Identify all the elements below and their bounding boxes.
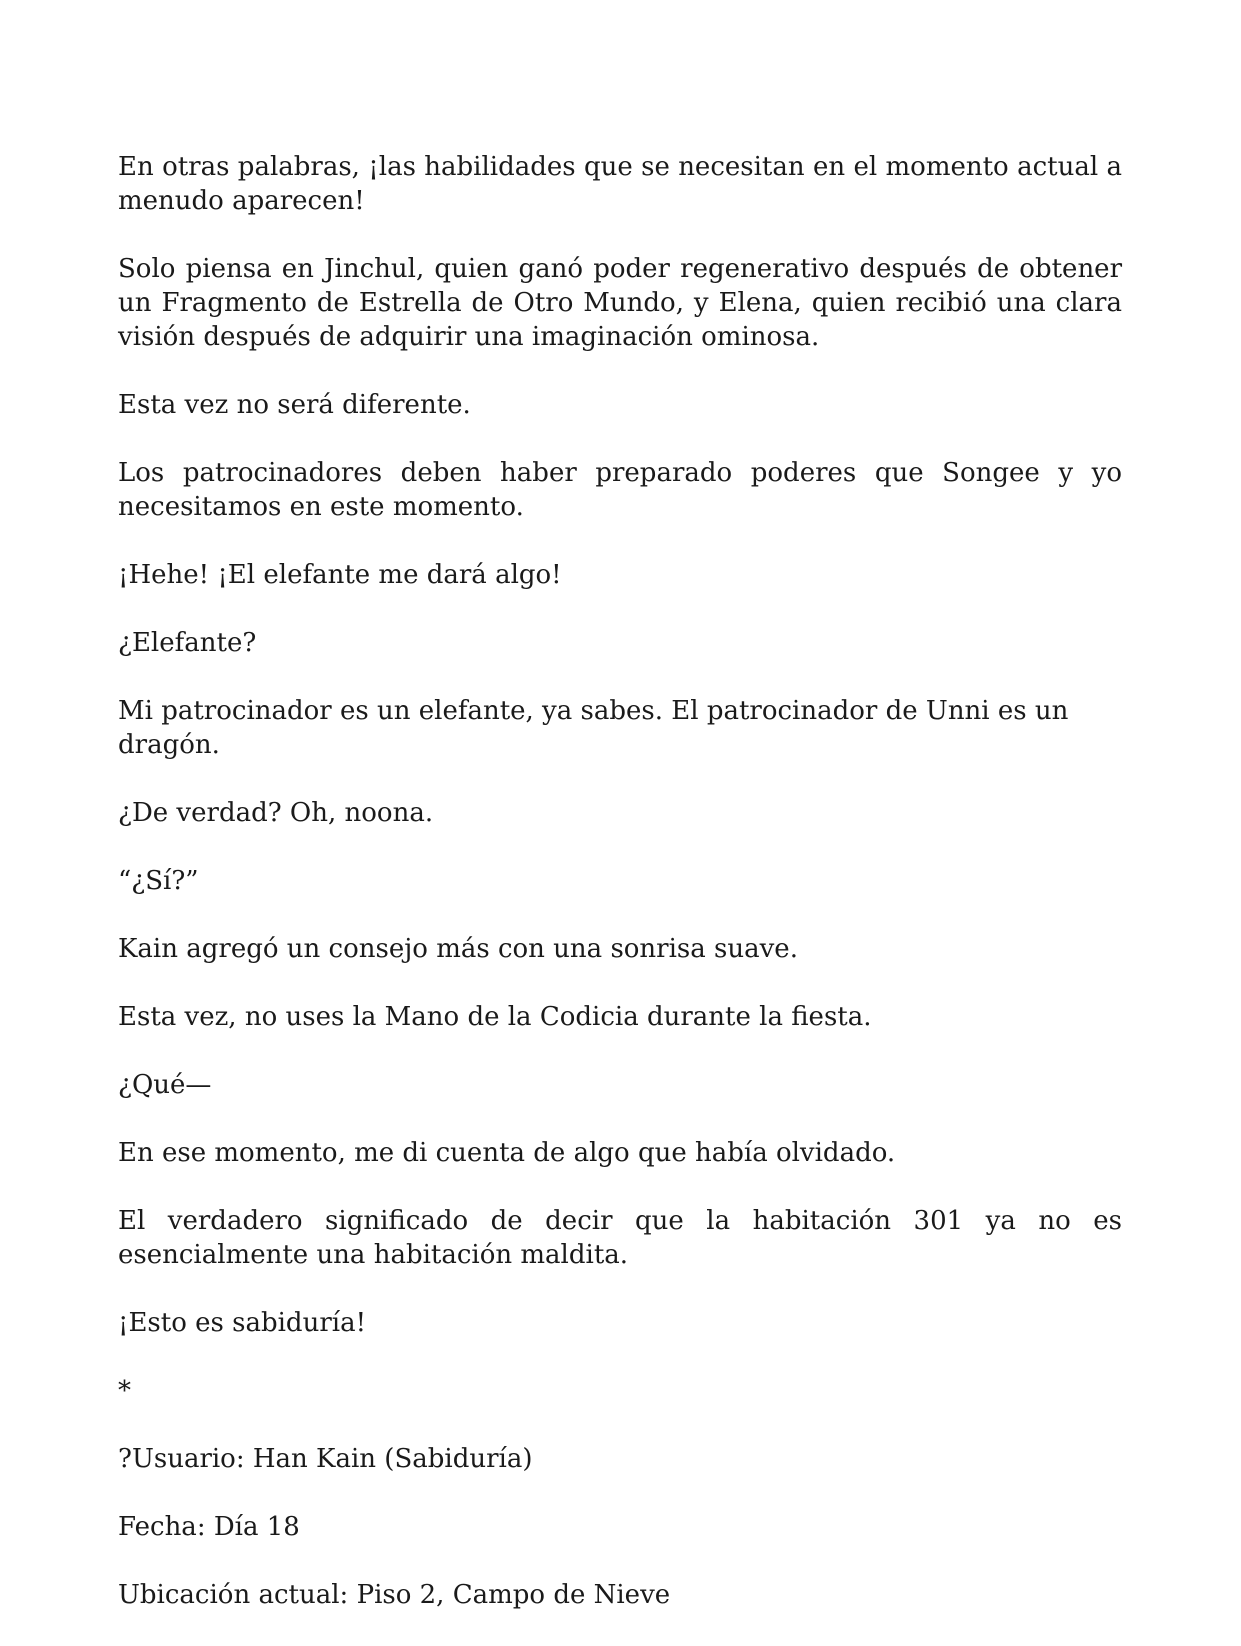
paragraph: ¿De verdad? Oh, noona. [118,798,434,828]
paragraph: Solo piensa en Jinchul, quien ganó poder regenerativo después de obtener un Fragmento de Estrella de Otro Mundo, y Elena, quien recibió una clara visión después de adquirir una imaginación ominosa. [118,254,1122,352]
paragraph: Mi patrocinador es un elefante, ya sabes. El patrocinador de Unni es un dragón. [118,696,1069,760]
paragraph: Esta vez, no uses la Mano de la Codicia durante la fiesta. [118,1002,872,1032]
document-page [118,150,1122,1646]
status-user-line: ?Usuario: Han Kain (Sabiduría) [118,1444,533,1474]
paragraph: Los patrocinadores deben haber preparado poderes que Songee y yo necesitamos en este momento. [118,458,1122,522]
section-separator: * [118,1376,131,1406]
paragraph: “¿Sí?” [118,866,199,896]
paragraph: En ese momento, me di cuenta de algo que había olvidado. [118,1138,896,1168]
paragraph: En otras palabras, ¡las habilidades que se necesitan en el momento actual a menudo aparecen! [118,152,1122,216]
paragraph: ¿Elefante? [118,628,257,658]
status-date-line: Fecha: Día 18 [118,1512,300,1542]
paragraph: ¡Esto es sabiduría! [118,1308,367,1338]
paragraph: Esta vez no será diferente. [118,390,471,420]
status-location-line: Ubicación actual: Piso 2, Campo de Nieve [118,1580,671,1610]
paragraph: El verdadero significado de decir que la habitación 301 ya no es esencialmente una habitación maldita. [118,1206,1122,1270]
paragraph: ¡Hehe! ¡El elefante me dará algo! [118,560,562,590]
paragraph: Kain agregó un consejo más con una sonrisa suave. [118,934,798,964]
paragraph: ¿Qué— [118,1070,212,1100]
